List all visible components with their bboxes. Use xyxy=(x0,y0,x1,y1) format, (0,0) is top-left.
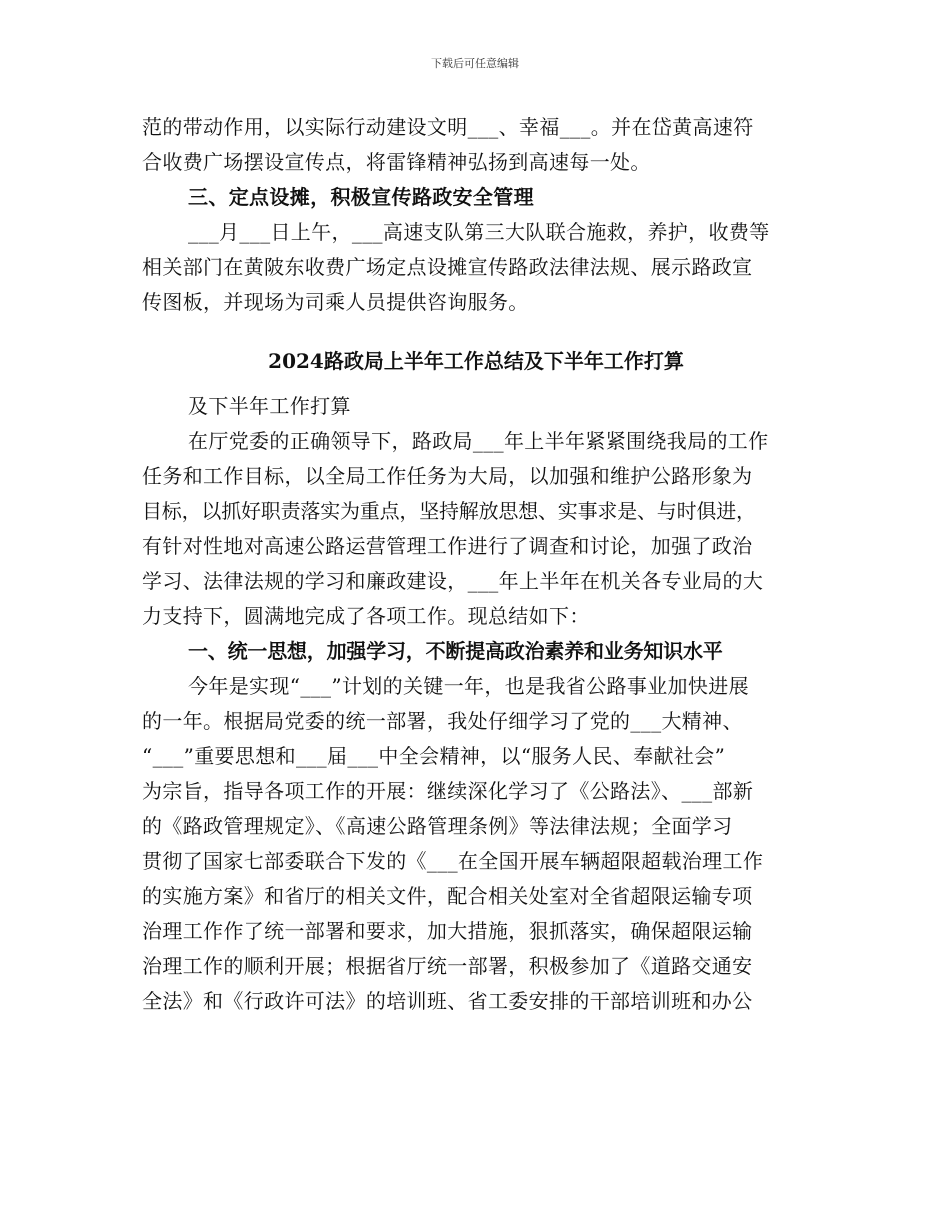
body-line: “___”重要思想和___届___中全会精神，以“服务人民、奉献社会” xyxy=(142,744,726,768)
body-line: 合收费广场摆设宣传点，将雷锋精神弘扬到高速每一处。 xyxy=(142,150,651,174)
body-line: 今年是实现“___”计划的关键一年，也是我省公路事业加快进展 xyxy=(188,674,749,698)
body-line: 全法》和《行政许可法》的培训班、省工委安排的干部培训班和办公 xyxy=(142,989,753,1013)
body-line: 学习、法律法规的学习和廉政建设，___年上半年在机关各专业局的大 xyxy=(142,569,764,593)
body-line: 力支持下，圆满地完成了各项工作。现总结如下： xyxy=(142,604,590,628)
document-subtitle: 及下半年工作打算 xyxy=(188,394,351,418)
body-line: ___月___日上午，___高速支队第三大队联合施救，养护，收费等 xyxy=(188,220,770,244)
body-line: 目标，以抓好职责落实为重点，坚持解放思想、实事求是、与时俱进， xyxy=(142,499,756,523)
body-line: 的《路政管理规定》、《高速公路管理条例》等法律法规；全面学习 xyxy=(142,814,733,838)
body-line: 任务和工作目标，以全局工作任务为大局，以加强和维护公路形象为 xyxy=(142,464,753,488)
section-heading: 一、统一思想，加强学习，不断提高政治素养和业务知识水平 xyxy=(188,639,723,663)
body-line: 贯彻了国家七部委联合下发的《___在全国开展车辆超限超载治理工作 xyxy=(142,849,764,873)
body-line: 的一年。根据局党委的统一部署，我处仔细学习了党的___大精神、 xyxy=(142,709,743,733)
body-line: 在厅党委的正确领导下，路政局___年上半年紧紧围绕我局的工作 xyxy=(188,429,769,453)
body-line: 为宗旨，指导各项工作的开展：继续深化学习了《公路法》、___部新 xyxy=(142,779,754,803)
document-body xyxy=(142,110,810,1019)
body-line: 相关部门在黄陂东收费广场定点设摊宣传路政法律法规、展示路政宣 xyxy=(142,255,753,279)
page-header-note: 下载后可任意编辑 xyxy=(431,57,519,70)
body-line: 传图板，并现场为司乘人员提供咨询服务。 xyxy=(142,290,529,314)
body-line: 的实施方案》和省厅的相关文件，配合相关处室对全省超限运输专项 xyxy=(142,884,753,908)
body-line: 治理工作的顺利开展；根据省厅统一部署，积极参加了《道路交通安 xyxy=(142,954,753,978)
section-heading: 三、定点设摊，积极宣传路政安全管理 xyxy=(188,185,534,209)
document-title: 2024路政局上半年工作总结及下半年工作打算 xyxy=(268,349,684,373)
body-line: 治理工作作了统一部署和要求，加大措施，狠抓落实，确保超限运输 xyxy=(142,919,753,943)
body-line: 范的带动作用，以实际行动建设文明___、幸福___。并在岱黄高速符 xyxy=(142,115,754,139)
body-line: 有针对性地对高速公路运营管理工作进行了调查和讨论，加强了政治 xyxy=(142,534,753,558)
